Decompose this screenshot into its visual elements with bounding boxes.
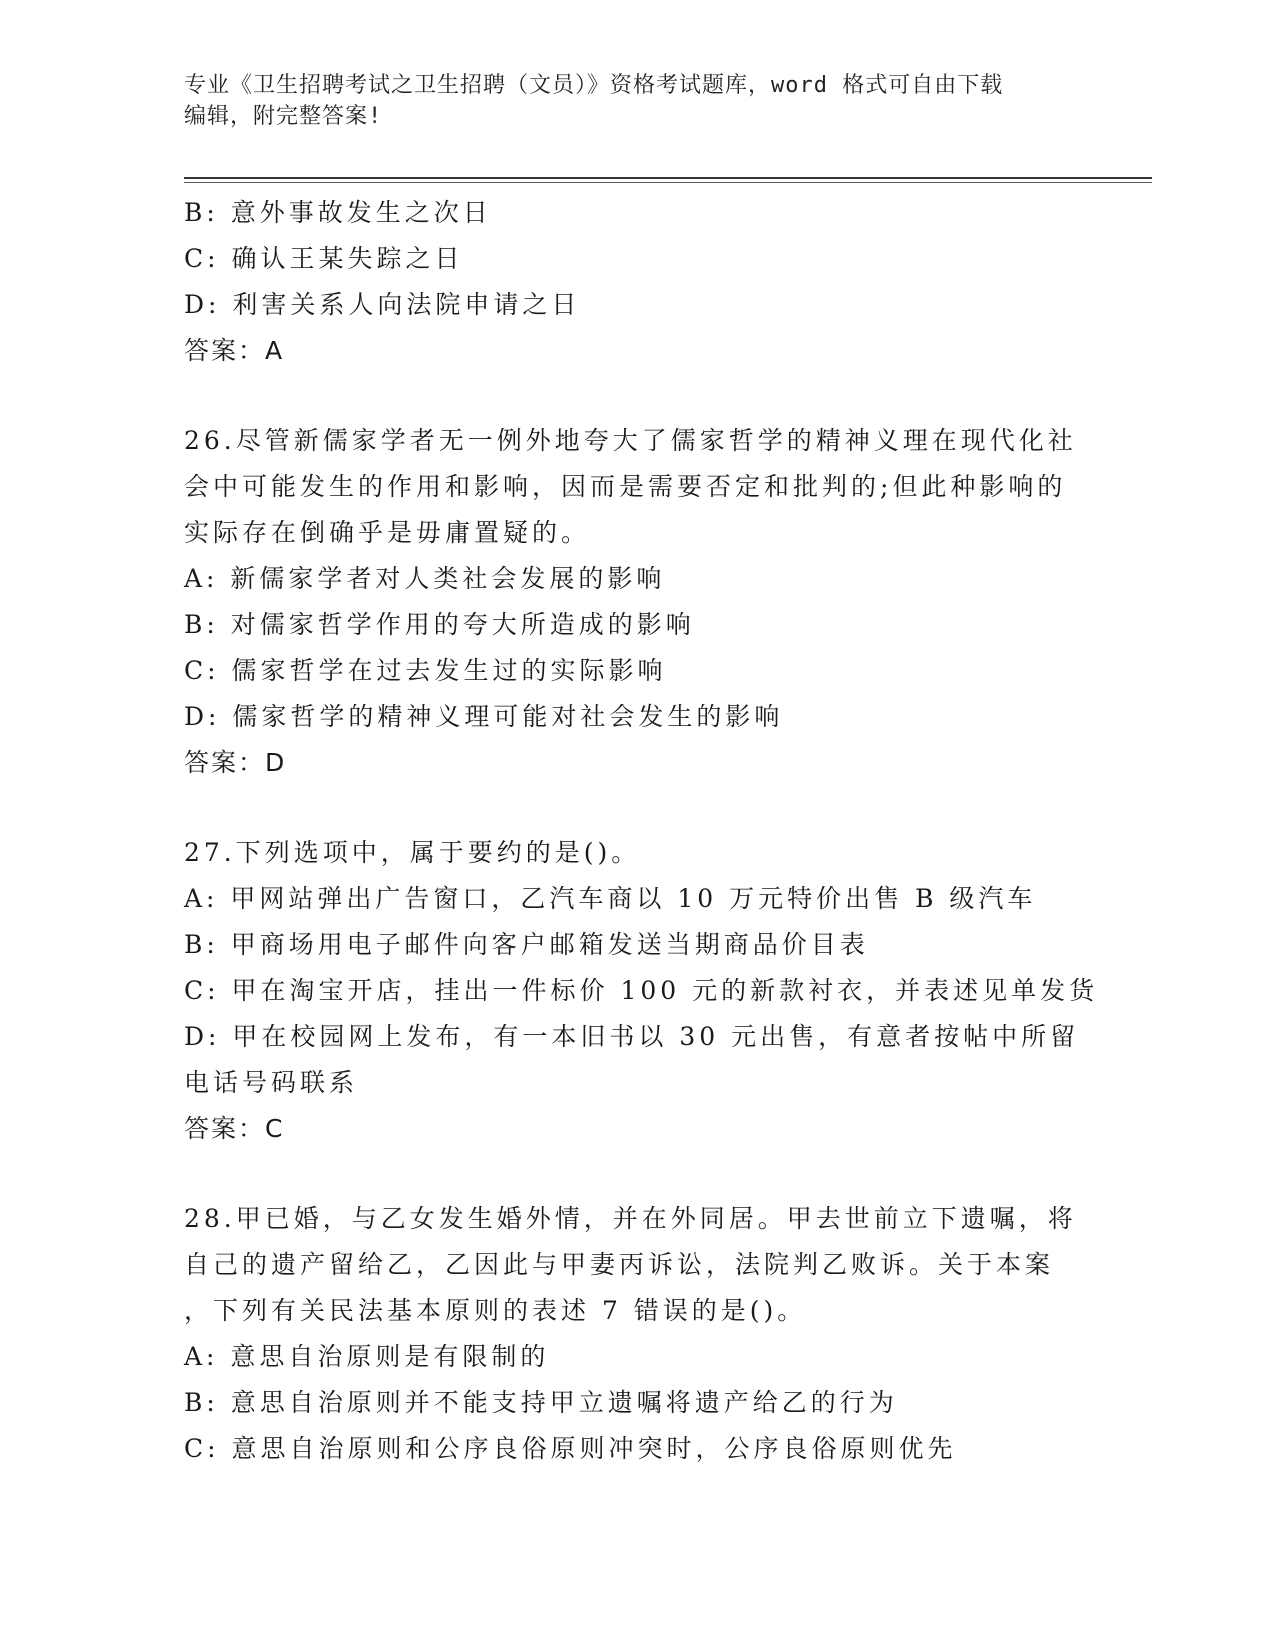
question-stem-line: 会中可能发生的作用和影响，因而是需要否定和批判的;但此种影响的 bbox=[184, 472, 1067, 501]
question-25 bbox=[184, 190, 1084, 374]
question-stem-line: 27.下列选项中，属于要约的是()。 bbox=[184, 838, 641, 867]
page-header bbox=[184, 70, 1084, 132]
option-d: D: 甲在校园网上发布，有一本旧书以 30 元出售，有意者按帖中所留 bbox=[184, 1022, 1080, 1051]
option-c: C: 儒家哲学在过去发生过的实际影响 bbox=[184, 656, 667, 685]
question-26 bbox=[184, 418, 1084, 786]
header-line-2: 编辑，附完整答案! bbox=[184, 104, 383, 129]
question-stem-line: ，下列有关民法基本原则的表述 7 错误的是()。 bbox=[184, 1296, 807, 1325]
option-a: A: 甲网站弹出广告窗口，乙汽车商以 10 万元特价出售 B 级汽车 bbox=[184, 884, 1037, 913]
answer: 答案：C bbox=[184, 1114, 285, 1143]
question-stem-line: 自己的遗产留给乙，乙因此与甲妻丙诉讼，法院判乙败诉。关于本案 bbox=[184, 1250, 1055, 1279]
question-28 bbox=[184, 1196, 1084, 1472]
question-stem-line: 28.甲已婚，与乙女发生婚外情，并在外同居。甲去世前立下遗嘱，将 bbox=[184, 1204, 1077, 1233]
answer: 答案：A bbox=[184, 336, 285, 365]
option-b: B: 对儒家哲学作用的夸大所造成的影响 bbox=[184, 610, 695, 639]
question-stem-line: 26.尽管新儒家学者无一例外地夸大了儒家哲学的精神义理在现代化社 bbox=[184, 426, 1077, 455]
option-b: B: 甲商场用电子邮件向客户邮箱发送当期商品价目表 bbox=[184, 930, 869, 959]
answer: 答案：D bbox=[184, 748, 287, 777]
option-d: D: 利害关系人向法院申请之日 bbox=[184, 290, 581, 319]
header-divider bbox=[184, 177, 1152, 179]
option-a: A: 意思自治原则是有限制的 bbox=[184, 1342, 550, 1371]
option-b: B: 意思自治原则并不能支持甲立遗嘱将遗产给乙的行为 bbox=[184, 1388, 898, 1417]
option-a: A: 新儒家学者对人类社会发展的影响 bbox=[184, 564, 666, 593]
question-stem-line: 实际存在倒确乎是毋庸置疑的。 bbox=[184, 518, 591, 547]
option-d: D: 儒家哲学的精神义理可能对社会发生的影响 bbox=[184, 702, 784, 731]
header-line-1: 专业《卫生招聘考试之卫生招聘（文员）》资格考试题库，word 格式可自由下载 bbox=[184, 73, 1004, 98]
option-d-continued: 电话号码联系 bbox=[184, 1068, 359, 1097]
option-c: C: 甲在淘宝开店，挂出一件标价 100 元的新款衬衣，并表述见单发货 bbox=[184, 976, 1099, 1005]
document-body bbox=[184, 190, 1099, 1472]
option-c: C: 意思自治原则和公序良俗原则冲突时，公序良俗原则优先 bbox=[184, 1434, 957, 1463]
option-c: C: 确认王某失踪之日 bbox=[184, 244, 464, 273]
question-27 bbox=[184, 830, 1099, 1152]
option-b: B: 意外事故发生之次日 bbox=[184, 198, 492, 227]
header-divider-thin bbox=[184, 182, 1152, 183]
